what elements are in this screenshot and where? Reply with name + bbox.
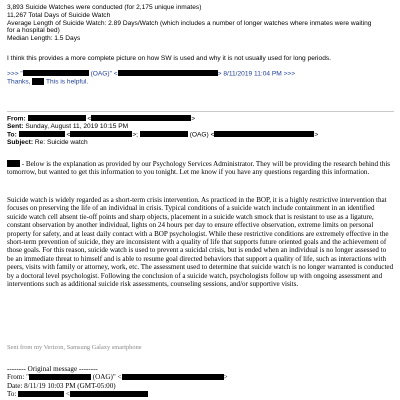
redaction <box>18 391 64 397</box>
redaction <box>32 78 44 84</box>
redaction <box>122 374 224 380</box>
redaction <box>23 70 89 76</box>
header-subject: Subject: Re: Suicide watch <box>7 139 88 147</box>
mobile-signature: Sent from my Verizon, Samsung Galaxy smartphone <box>7 344 142 351</box>
redaction <box>70 131 132 137</box>
quoted-header-line: >>> " (OAG)" < > 8/11/2019 11:04 PM >>> <box>7 70 296 78</box>
stats-median: Median Length: 1.5 Days <box>7 35 81 43</box>
redaction <box>91 115 191 121</box>
original-date: Date: 8/11/19 10:03 PM (GMT-05:00) <box>7 381 116 390</box>
redaction <box>29 374 91 380</box>
redaction <box>214 131 314 137</box>
original-from: From: " (OAG)" < > <box>7 373 228 382</box>
header-sent: Sent: Sunday, August 11, 2019 10:15 PM <box>7 123 129 131</box>
quoted-thanks-line: Thanks, This is helpful. <box>7 78 89 86</box>
stats-days: 11,267 Total Days of Suicide Watch <box>7 11 111 19</box>
note-text: I think this provides a more complete picture on how SW is used and why it is not usually used for long periods. <box>7 55 331 62</box>
stats-average-1: Average Length of Suicide Watch: 2.89 Days/Watch (which includes a number of longer watches where inmates were waiting <box>7 19 372 27</box>
original-to: To: < <box>7 390 394 398</box>
header-to: To: < >; (OAG) < > <box>7 131 319 139</box>
redaction <box>118 70 218 76</box>
redaction <box>70 391 148 397</box>
header-from: From: < > <box>7 115 196 123</box>
redaction <box>28 115 86 121</box>
original-divider: -------- Original message -------- <box>7 365 98 373</box>
stats-average-2: for a hospital bed) <box>7 27 60 35</box>
stats-watches: 3,893 Suicide Watches were conducted (for 2,175 unique inmates) <box>7 4 202 11</box>
quoted-reply <box>7 70 394 86</box>
email-header <box>7 115 394 147</box>
redaction <box>19 131 65 137</box>
redaction <box>7 160 20 167</box>
redaction <box>140 131 188 137</box>
main-paragraph: Suicide watch is widely regarded as a short-term crisis intervention. As practiced in the BOP, it is a highly restrictive intervention that focuses on preserving the life of an individual in crisis. Typical conditions of a suicide watch include containment in an identified suicide watch cell absent tie-off points and sharp objects, placement in a suicide watch smock that is resistant to use as a ligature, constant observation by another individual, lights on 24 hours per day to ensure effective observation, extreme limits on personal property for safety, and at least daily contact with a BOP psychologist. While these restrictive conditions are extremely effective in the short-term prevention of suicide, they are inconsistent with a quality of life that supports future oriented goals and the achievement of those goals. For this reason, suicide watch is used to prevent a suicidal crisis, but is ended when an individual is no longer assessed to be an immediate threat to himself and is able to resume goal directed behaviors that support a quality of life, such as interactions with peers, visits with family or attorney, work, etc. The assessment used to determine that suicide watch is no longer warranted is conducted by a doctoral level psychologist. Following the conclusion of a suicide watch, psychologists follow up with ongoing assessment and interventions such as additional suicide risk assessments, counseling sessions, and/or supportive visits. <box>7 196 394 289</box>
original-message <box>7 365 394 399</box>
divider <box>7 111 394 112</box>
stats-block <box>7 4 394 43</box>
intro-paragraph: - Below is the explanation as provided by our Psychology Services Administrator. They will be providing the research behind this tomorrow, but wanted to get this information to you tonight. Let me know if you have any questions regarding this information. <box>7 160 391 177</box>
